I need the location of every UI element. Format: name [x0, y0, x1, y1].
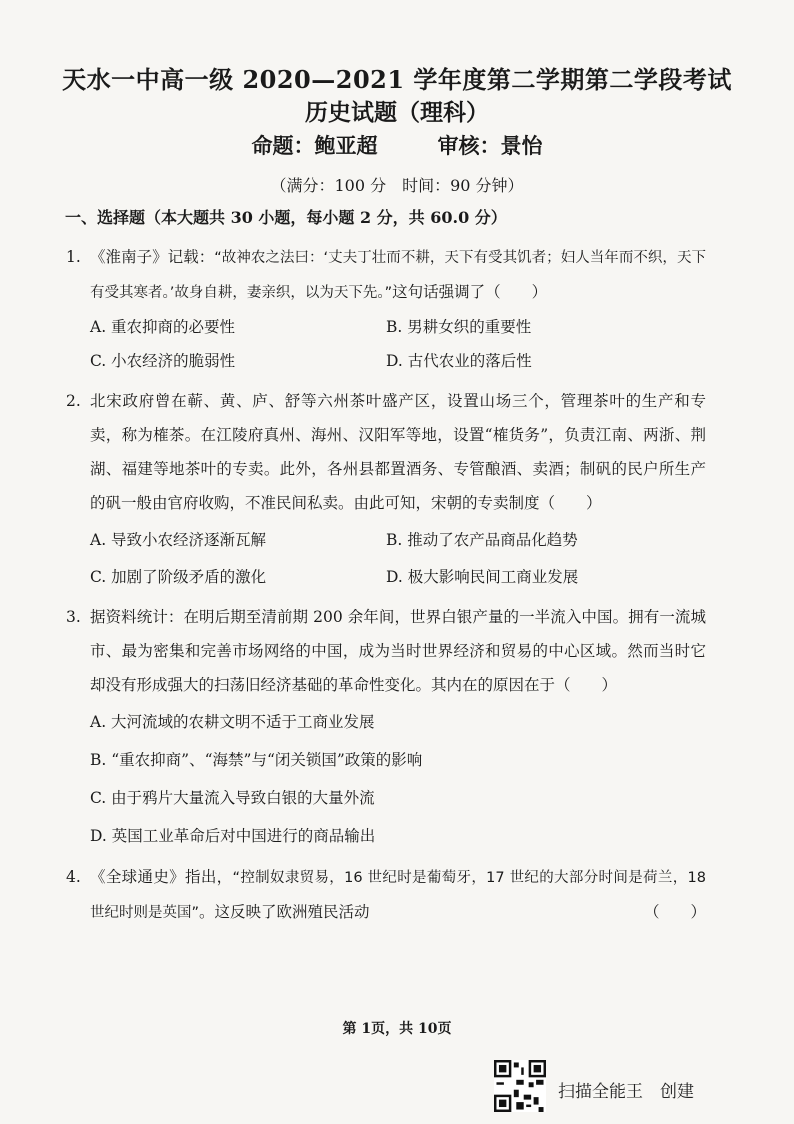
- question-stem: 《淮南子》记载：“故神农之法曰：‘丈夫丁壮而不耕，天下有受其饥者；妇人当年而不织，天下有受其寒者。’故身自耕，妻亲织，以为天下先。”这句话强调了（ ）: [90, 248, 706, 301]
- option-b[interactable]: B. 推动了农产品商品化趋势: [386, 531, 578, 549]
- question-stem: 《全球通史》指出，“控制奴隶贸易，16 世纪时是葡萄牙，17 世纪的大部分时间是荷兰，18 世纪时则是英国”。这反映了欧洲殖民活动 （ ）: [90, 860, 706, 930]
- reviewer-label: 审核：景怡: [437, 133, 543, 158]
- exam-subtitle: 历史试题（理科）: [305, 99, 489, 126]
- section-title: 一、选择题（本大题共 30 小题，每小题 2 分，共 60.0 分）: [65, 208, 507, 227]
- answer-paren: （ ）: [643, 903, 706, 921]
- option-a[interactable]: A. 导致小农经济逐渐瓦解: [90, 531, 267, 549]
- option-c[interactable]: C. 由于鸦片大量流入导致白银的大量外流: [90, 789, 375, 807]
- question-number: 1.: [66, 248, 81, 266]
- option-d[interactable]: D. 极大影响民间工商业发展: [386, 568, 579, 586]
- option-a[interactable]: A. 大河流域的农耕文明不适于工商业发展: [90, 713, 375, 731]
- question-1: [66, 240, 706, 310]
- question-3: [66, 600, 706, 702]
- question-number: 2.: [66, 392, 81, 410]
- option-d[interactable]: D. 英国工业革命后对中国进行的商品输出: [90, 827, 376, 845]
- question-number: 4.: [66, 868, 81, 886]
- author-line: [0, 130, 794, 160]
- question-number: 3.: [66, 608, 81, 626]
- question-2: [66, 384, 706, 520]
- question-4: [66, 860, 706, 930]
- score-info: （满分：100 分 时间：90 分钟）: [270, 176, 524, 195]
- question-stem: 据资料统计：在明后期至清前期 200 余年间，世界白银产量的一半流入中国。拥有一流城市、最为密集和完善市场网络的中国，成为当时世界经济和贸易的中心区域。然而当时它却没有形成强大的扫荡旧经济基础的革命性变化。其内在的原因在于（ ）: [90, 608, 706, 694]
- exam-title: 天水一中高一级 2020—2021 学年度第二学期第二学段考试: [62, 65, 732, 94]
- option-a[interactable]: A. 重农抑商的必要性: [90, 318, 236, 336]
- option-c[interactable]: C. 加剧了阶级矛盾的激化: [90, 568, 267, 586]
- author-label: 命题：鲍亚超: [251, 133, 378, 158]
- qr-code-icon: [494, 1060, 546, 1112]
- option-d[interactable]: D. 古代农业的落后性: [386, 352, 532, 370]
- question-stem: 北宋政府曾在蕲、黄、庐、舒等六州茶叶盛产区，设置山场三个，管理茶叶的生产和专卖，称为榷茶。在江陵府真州、海州、汉阳军等地，设置“榷货务”，负责江南、两浙、荆湖、福建等地茶叶的专卖。此外，各州县都置酒务、专管酿酒、卖酒；制矾的民户所生产的矾一般由官府收购，不准民间私卖。由此可知，宋朝的专卖制度（ ）: [90, 392, 706, 512]
- page-footer: 第 1页，共 10页: [342, 1021, 452, 1037]
- option-b[interactable]: B. 男耕女织的重要性: [386, 318, 532, 336]
- option-b[interactable]: B. “重农抑商”、“海禁”与“闭关锁国”政策的影响: [90, 751, 423, 769]
- scanner-watermark: 扫描全能王 创建: [558, 1082, 694, 1102]
- option-c[interactable]: C. 小农经济的脆弱性: [90, 352, 236, 370]
